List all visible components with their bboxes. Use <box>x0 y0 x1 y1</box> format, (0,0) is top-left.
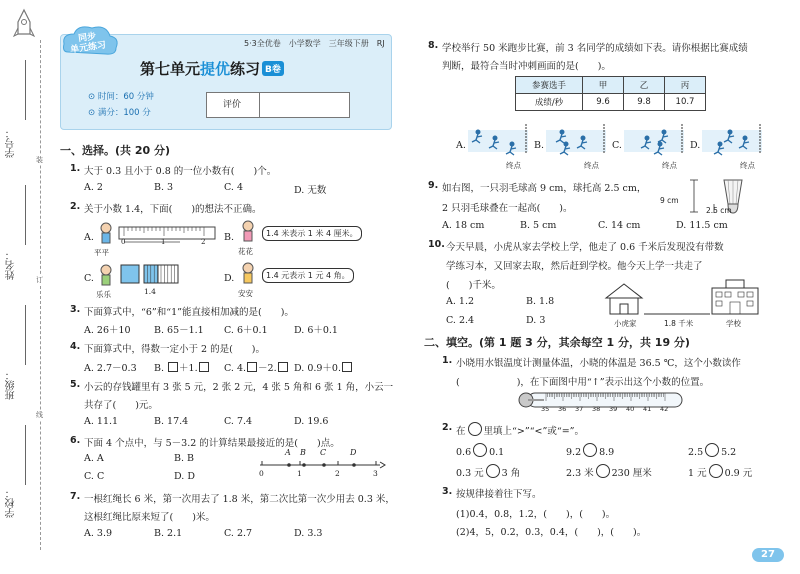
page-title <box>140 58 284 79</box>
q10-option-d[interactable]: D. 3 <box>526 315 546 326</box>
kid-huahua-icon <box>240 220 256 242</box>
section-2-heading: 二、填空。(第 1 题 3 分，其余每空 1 分，共 19 分) <box>424 336 690 349</box>
f1-number: 1. <box>442 355 453 366</box>
q10-route-diagram <box>600 276 770 320</box>
nl-tick-2: 2 <box>335 469 340 478</box>
q10-text-2: 学练习本，又回家去取，然后赶到学校。他今天上学一共走了 <box>446 261 703 272</box>
q2-option-b[interactable]: B. <box>224 232 235 243</box>
q4-d-text: D. 0.9＋0. <box>294 363 341 374</box>
compare-right: 8.9 <box>599 447 615 458</box>
ruler-tick-2: 2 <box>201 238 206 246</box>
f2-instruction <box>456 422 584 437</box>
bind-mark-3: 线 <box>36 411 43 419</box>
q9-option-c[interactable]: C. 14 cm <box>598 220 641 231</box>
kid-anan-icon <box>240 262 256 284</box>
kid-c-name: 乐乐 <box>96 290 111 299</box>
q3-text: 下面算式中，“6”和“1”能直接相加减的是( )。 <box>84 307 294 318</box>
compare-right: 0.9 元 <box>724 468 753 479</box>
blank-square <box>342 362 352 372</box>
point-d <box>352 463 356 467</box>
thermometer-label: 38 <box>592 405 601 413</box>
race-scene <box>702 122 768 156</box>
nl-label-b: B <box>300 448 306 457</box>
q10-option-c[interactable]: C. 2.4 <box>446 315 475 326</box>
q2-option-c[interactable]: C. <box>84 273 94 284</box>
compare-right: 5.2 <box>721 447 737 458</box>
q8-number: 8. <box>428 40 439 51</box>
q9-option-a[interactable]: A. 18 cm <box>442 220 485 231</box>
q7-option-a[interactable]: A. 3.9 <box>84 528 113 539</box>
table-cell: 甲 <box>583 77 624 94</box>
q8-option-c[interactable]: C. <box>612 140 622 151</box>
q3-option-a[interactable]: A. 26＋10 <box>84 325 131 336</box>
q7-text: 一根红绳长 6 米，第一次用去了 1.8 米，第二次比第一次少用去 0.3 米， <box>84 494 395 505</box>
q8-text: 学校举行 50 米跑步比赛，前 3 名同学的成绩如下表。请你根据比赛成绩 <box>442 43 748 54</box>
answer-circle[interactable] <box>709 464 723 478</box>
blank-square <box>278 362 288 372</box>
evaluation-label: 评价 <box>223 100 242 110</box>
q9-text: 如右图，一只羽毛球高 9 cm，球托高 2.5 cm， <box>442 183 647 194</box>
q10-number: 10. <box>428 239 445 250</box>
q2-option-d[interactable]: D. <box>224 273 235 284</box>
compare-left: 0.6 <box>456 447 472 458</box>
class-label: 班级： <box>6 370 17 400</box>
kid-a-name: 平平 <box>94 248 109 257</box>
class-line[interactable] <box>25 305 26 365</box>
ruler-tick-1: 1 <box>161 238 166 246</box>
score-icon: ⊙ <box>88 108 98 118</box>
q7-option-c[interactable]: C. 2.7 <box>224 528 253 539</box>
q2-number: 2. <box>70 201 81 212</box>
nl-label-c: C <box>320 448 327 457</box>
title-part-b: 提优 <box>200 60 231 78</box>
q1-option-b[interactable]: B. 3 <box>154 182 174 193</box>
table-row <box>516 77 706 94</box>
thermometer-label: 37 <box>575 405 584 413</box>
name-line[interactable] <box>25 185 26 245</box>
q9-option-d[interactable]: D. 11.5 cm <box>676 220 728 231</box>
q2-text: 关于小数 1.4，下面( )的想法不正确。 <box>84 204 262 215</box>
kid-pingping-icon <box>98 222 114 244</box>
compare-left: 2.3 米 <box>566 468 594 479</box>
evaluation-divider <box>259 93 260 117</box>
f2-compare-4 <box>456 464 520 479</box>
answer-circle[interactable] <box>583 443 597 457</box>
q1-number: 1. <box>70 163 81 174</box>
q8-text-2: 判断，最符合当时冲刺画面的是( )。 <box>442 61 611 72</box>
q6-option-b[interactable]: B. B <box>174 453 195 464</box>
table-cell: 丙 <box>665 77 706 94</box>
q4-b-prefix: B. <box>154 363 168 374</box>
q9-option-b[interactable]: B. 5 cm <box>520 220 557 231</box>
q4-c-middle: －2. <box>258 363 277 374</box>
q10-text-3: ( )千米。 <box>446 280 501 291</box>
compare-left: 9.2 <box>566 447 582 458</box>
q9-dim-height: 9 cm <box>660 196 679 205</box>
nl-tick-0: 0 <box>259 469 264 478</box>
q5-option-d[interactable]: D. 19.6 <box>294 416 329 427</box>
q5-text-2: 共存了( )元。 <box>84 400 158 411</box>
f2-compare-3 <box>688 443 736 458</box>
q7-option-d[interactable]: D. 3.3 <box>294 528 323 539</box>
f3-number: 3. <box>442 486 453 497</box>
q4-option-a[interactable]: A. 2.7－0.3 <box>84 363 137 374</box>
q4-option-d[interactable] <box>294 360 353 374</box>
finish-label-c: 终点 <box>662 161 677 170</box>
title-part-a: 第七单元 <box>140 60 201 78</box>
f2-text-a: 在 <box>456 426 466 437</box>
race-scene <box>624 122 690 156</box>
kid-d-name: 安安 <box>238 289 253 298</box>
q7-text-2: 这根红绳比原来短了( )米。 <box>84 512 215 523</box>
q4-option-b[interactable] <box>154 360 210 374</box>
q10-option-b[interactable]: B. 1.8 <box>526 296 555 307</box>
binding-strip <box>0 0 58 574</box>
house-icon <box>606 284 642 298</box>
f1-text-2[interactable]: ( )，在下面图中用“↑”表示出这个小数的位置。 <box>456 377 710 388</box>
q9-text-2: 2 只羽毛球叠在一起高( )。 <box>442 203 573 214</box>
school-icon <box>712 280 758 314</box>
table-cell: 参赛选手 <box>516 77 583 94</box>
nl-label-d: D <box>350 448 357 457</box>
compare-right: 230 厘米 <box>611 468 652 479</box>
student-no-label: 学号： <box>6 128 17 158</box>
q9-number: 9. <box>428 180 439 191</box>
blank-square <box>247 362 257 372</box>
f3-line-1[interactable]: (1)0.4，0.8，1.2，( )，( )。 <box>456 509 616 520</box>
q4-b-middle: ＋1. <box>179 363 198 374</box>
time-text: 时间：60 分钟 <box>97 92 154 102</box>
q8-option-a[interactable]: A. <box>456 140 466 151</box>
race-scene <box>468 122 534 156</box>
section-1-heading: 一、选择。(共 20 分) <box>60 144 171 157</box>
q5-option-b[interactable]: B. 17.4 <box>154 416 189 427</box>
q5-option-a[interactable]: A. 11.1 <box>84 416 119 427</box>
compare-left: 2.5 <box>688 447 704 458</box>
answer-circle[interactable] <box>473 443 487 457</box>
q8-option-d[interactable]: D. <box>690 140 701 151</box>
blank-square <box>168 362 178 372</box>
q1-option-c[interactable]: C. 4 <box>224 182 244 193</box>
nl-tick-3: 3 <box>373 469 378 478</box>
q4-c-prefix: C. 4. <box>224 363 247 374</box>
school-line[interactable] <box>25 425 26 485</box>
time-info <box>88 90 154 102</box>
f3-line-2[interactable]: (2)4，5，0.2，0.3，0.4，( )，( )。 <box>456 527 647 538</box>
q3-option-b[interactable]: B. 65－1.1 <box>154 325 204 336</box>
page-number: 27 <box>752 548 784 562</box>
name-label: 姓名： <box>6 250 17 280</box>
race-scene <box>546 122 612 156</box>
rocket-icon <box>12 8 36 42</box>
f2-compare-2 <box>566 443 614 458</box>
q6-option-a[interactable]: A. A <box>84 453 104 464</box>
f1-text: 小晓用水银温度计测量体温，小晓的体温是 36.5 ℃，这个小数读作 <box>456 358 741 369</box>
cut-line <box>40 40 41 550</box>
table-cell: 成绩/秒 <box>516 94 583 111</box>
q7-number: 7. <box>70 491 81 502</box>
score-text: 满分：100 分 <box>97 108 151 118</box>
q9-dim-base: 2.5 cm <box>706 206 732 215</box>
point-a <box>287 463 291 467</box>
nl-label-a: A <box>285 448 291 457</box>
finish-label-d: 终点 <box>740 161 755 170</box>
finish-label-a: 终点 <box>506 161 521 170</box>
thermometer-label: 41 <box>643 405 652 413</box>
f2-compare-6 <box>688 464 752 479</box>
answer-circle <box>468 422 482 436</box>
table-cell: 10.7 <box>665 94 706 111</box>
ruler-tick-0: 0 <box>121 238 126 246</box>
q5-text: 小云的存钱罐里有 3 张 5 元，2 张 2 元，4 张 5 角和 6 张 1 角，小云一 <box>84 382 394 393</box>
f2-compare-1 <box>456 443 504 458</box>
answer-circle[interactable] <box>486 464 500 478</box>
q4-number: 4. <box>70 341 81 352</box>
thermometer-label: 36 <box>558 405 567 413</box>
f2-compare-5 <box>566 464 652 479</box>
q4-text: 下面算式中，得数一定小于 2 的是( )。 <box>84 344 265 355</box>
score-info <box>88 106 151 118</box>
q1-option-d[interactable]: D. 无数 <box>294 185 327 196</box>
bind-mark-2: 订 <box>36 276 43 284</box>
series-label: 5·3全优卷 小学数学 三年级下册 RJ <box>244 39 385 48</box>
q1-option-a[interactable]: A. 2 <box>84 182 103 193</box>
q8-results-table <box>515 76 706 111</box>
answer-circle[interactable] <box>596 464 610 478</box>
thermometer-label: 42 <box>660 405 669 413</box>
school-label: 学校： <box>6 488 17 518</box>
thermometer-label: 35 <box>541 405 550 413</box>
variant-badge: B卷 <box>262 61 284 76</box>
title-part-c: 练习 <box>230 60 261 78</box>
q2-grid-label: 1.4 <box>144 287 156 296</box>
finish-label-b: 终点 <box>584 161 599 170</box>
q2-bubble-d: 1.4 元表示 1 元 4 角。 <box>262 268 354 283</box>
blank-square <box>199 362 209 372</box>
student-no-line[interactable] <box>25 60 26 120</box>
compare-right: 3 角 <box>501 468 521 479</box>
q10-text: 今天早晨，小虎从家去学校上学，他走了 0.6 千米后发现没有带数 <box>446 242 724 253</box>
q6-option-c[interactable]: C. C <box>84 471 105 482</box>
table-cell: 9.6 <box>583 94 624 111</box>
answer-circle[interactable] <box>705 443 719 457</box>
q3-option-c[interactable]: C. 6＋0.1 <box>224 325 268 336</box>
compare-left: 1 元 <box>688 468 707 479</box>
q2-bubble-b: 1.4 米表示 1 米 4 厘米。 <box>262 226 362 241</box>
compare-left: 0.3 元 <box>456 468 484 479</box>
evaluation-box <box>206 92 350 118</box>
q1-text: 大于 0.3 且小于 0.8 的一位小数有( )个。 <box>84 166 277 177</box>
bind-mark-1: 装 <box>36 156 43 164</box>
thermometer-label: 40 <box>626 405 635 413</box>
thermometer-label: 39 <box>609 405 618 413</box>
q10-distance-label: 1.8 千米 <box>664 319 694 328</box>
table-cell: 9.8 <box>624 94 665 111</box>
f2-text-b: 里填上“>”“<”或“=”。 <box>483 426 585 437</box>
q2-option-a[interactable]: A. <box>84 232 94 243</box>
table-row <box>516 94 706 111</box>
unit-badge <box>60 22 120 56</box>
q6-text: 下面 4 个点中，与 5－3.2 的计算结果最接近的是( )点。 <box>84 438 340 449</box>
q3-number: 3. <box>70 304 81 315</box>
badge-line-1: 同步 <box>77 31 97 45</box>
q7-option-b[interactable]: B. 2.1 <box>154 528 183 539</box>
kid-b-name: 花花 <box>238 247 253 256</box>
point-b <box>302 463 306 467</box>
nl-tick-1: 1 <box>297 469 302 478</box>
q2-decimal-grid <box>120 264 180 286</box>
q10-home-label: 小虎家 <box>614 319 637 328</box>
q5-number: 5. <box>70 379 81 390</box>
q5-option-c[interactable]: C. 7.4 <box>224 416 253 427</box>
q10-school-label: 学校 <box>726 319 741 328</box>
q6-option-d[interactable]: D. D <box>174 471 195 482</box>
q10-option-a[interactable]: A. 1.2 <box>446 296 475 307</box>
badge-line-2: 单元练习 <box>69 40 107 56</box>
compare-right: 0.1 <box>489 447 505 458</box>
f2-number: 2. <box>442 422 453 433</box>
table-cell: 乙 <box>624 77 665 94</box>
q3-option-d[interactable]: D. 6＋0.1 <box>294 325 338 336</box>
kid-lele-icon <box>98 264 114 286</box>
f3-text: 按规律接着往下写。 <box>456 489 542 500</box>
point-c <box>322 463 326 467</box>
q8-option-b[interactable]: B. <box>534 140 545 151</box>
q6-number: 6. <box>70 435 81 446</box>
q4-option-c[interactable] <box>224 360 289 374</box>
clock-icon: ⊙ <box>88 92 98 102</box>
